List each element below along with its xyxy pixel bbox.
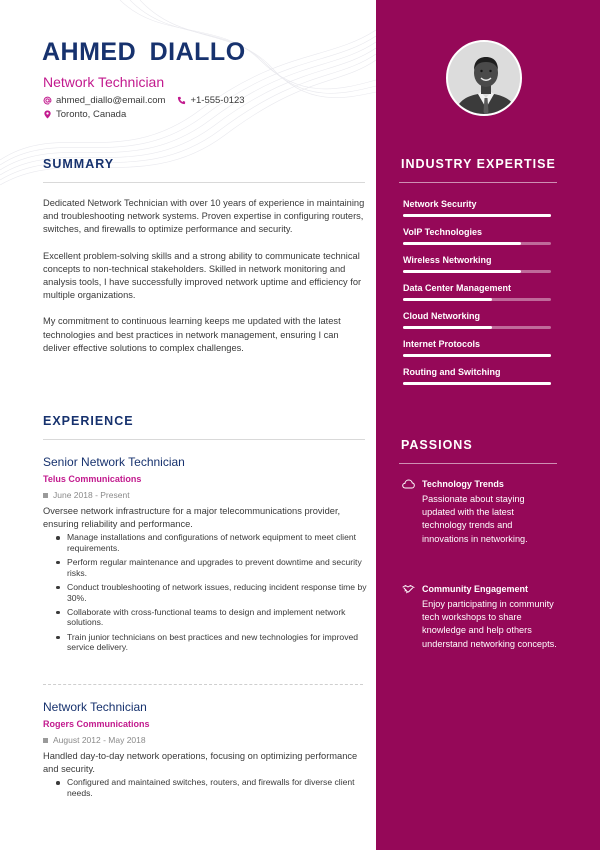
passions-divider [399,463,557,464]
candidate-name: AHMED DIALLO [42,38,246,66]
skill-item [403,283,551,301]
job-entry [43,455,367,656]
skill-item [403,227,551,245]
skill-label: Routing and Switching [403,367,501,377]
skill-label: Internet Protocols [403,339,481,349]
email-text: ahmed_diallo@email.com [56,95,166,106]
skill-bar-track [403,382,551,385]
expertise-heading: INDUSTRY EXPERTISE [401,157,556,171]
skill-item [403,339,551,357]
job-description: Handled day-to-day network operations, focusing on optimizing performance and security. [43,751,358,774]
phone-icon [177,96,186,105]
skill-label: Network Security [403,199,477,209]
skill-item [403,199,551,217]
passion-item [402,584,562,651]
skill-label: Data Center Management [403,283,512,293]
candidate-title: Network Technician [43,74,165,90]
summary-text [43,197,367,368]
calendar-icon [43,738,48,743]
skill-label: Cloud Networking [403,311,480,321]
summary-paragraph: Excellent problem-solving skills and a strong ability to communicate technical concepts to non-technical stakeholders. Skilled in network monitoring and analysis tools, I have successfully improved network uptime and efficiency for multiple organizations. [43,250,362,301]
job-title: Senior Network Technician [43,455,185,469]
handshake-icon [402,584,415,594]
skill-label: VoIP Technologies [403,227,483,237]
skill-label: Wireless Networking [403,255,492,265]
job-bullet: Train junior technicians on best practices and new technologies for improved service delivery. [54,632,367,654]
skill-bar-track [403,354,551,357]
skill-bar-fill [403,270,521,273]
phone-contact[interactable] [177,95,244,106]
passion-title: Community Engagement [422,584,529,594]
job-separator [43,684,363,685]
job-bullet: Perform regular maintenance and upgrades to prevent downtime and security risks. [54,557,367,579]
skill-item [403,255,551,273]
job-bullets [43,532,367,653]
summary-heading: SUMMARY [43,157,115,171]
job-dates [43,490,367,500]
job-company: Telus Communications [43,474,142,484]
job-company: Rogers Communications [43,719,150,729]
skill-bar-fill [403,214,551,217]
skill-bar-fill [403,326,492,329]
skill-bar-fill [403,354,551,357]
phone-text: +1-555-0123 [190,95,245,106]
location-contact [43,109,126,120]
summary-divider [43,182,365,183]
skill-bar-fill [403,242,521,245]
job-bullet: Configured and maintained switches, routers, and firewalls for diverse client needs. [54,777,367,799]
skill-bar-fill [403,298,492,301]
passion-header [402,584,562,594]
location-pin-icon [43,110,52,119]
passion-item [402,479,562,546]
at-sign-icon [43,96,52,105]
job-bullets [43,777,367,799]
skill-item [403,311,551,329]
job-description: Oversee network infrastructure for a major telecommunications provider, ensuring reliability and performance. [43,506,341,529]
sidebar-column [376,0,600,850]
skill-item [403,367,551,385]
passion-header [402,479,562,489]
profile-photo [446,40,522,116]
experience-divider [43,439,365,440]
passion-description: Passionate about staying updated with the latest technology trends and innovations in networking. [422,494,528,544]
job-dates-text: August 2012 - May 2018 [53,735,146,745]
calendar-icon [43,493,48,498]
job-title: Network Technician [43,700,147,714]
skill-bar-track [403,270,551,273]
expertise-divider [399,182,557,183]
passion-title: Technology Trends [422,479,504,489]
summary-paragraph: My commitment to continuous learning keeps me updated with the latest technologies and best practices in network management, ensuring I can deliver effective solutions to complex challenges. [43,316,341,353]
job-bullet: Collaborate with cross-functional teams to design and implement network solutions. [54,607,367,629]
contact-row [43,95,245,106]
skill-bar-track [403,298,551,301]
skill-bar-track [403,214,551,217]
job-bullet: Manage installations and configurations of network equipment to meet client requirements. [54,532,367,554]
passions-heading: PASSIONS [401,438,473,452]
email-contact[interactable] [43,95,165,106]
passion-description: Enjoy participating in community tech workshops to share knowledge and help others understand networking concepts. [422,599,557,649]
location-text: Toronto, Canada [56,109,127,120]
experience-heading: EXPERIENCE [43,414,134,428]
summary-paragraph: Dedicated Network Technician with over 10 years of experience in maintaining and troubleshooting network systems. Proven expertise in configuring routers, switches, and firewalls to optimize performance and security. [43,198,365,235]
job-dates [43,735,367,745]
skill-bar-track [403,326,551,329]
job-bullet: Conduct troubleshooting of network issues, reducing incident response time by 30%. [54,582,367,604]
job-entry [43,700,367,802]
job-dates-text: June 2018 - Present [53,490,130,500]
skill-bar-fill [403,382,551,385]
cloud-icon [402,479,415,489]
skill-bar-track [403,242,551,245]
